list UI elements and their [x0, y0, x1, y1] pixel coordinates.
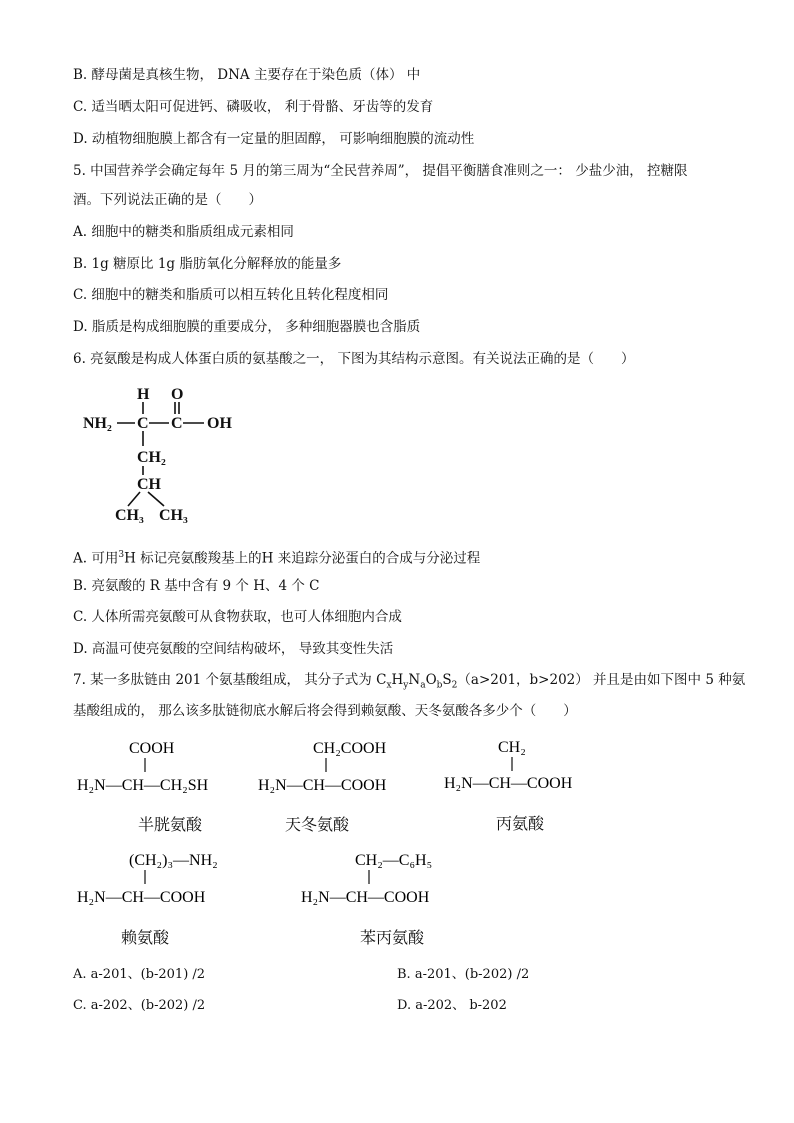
alanine-top: CH₂: [498, 739, 526, 756]
phenylalanine-chain: H₂N—CH—COOH: [301, 889, 430, 906]
phenylalanine-structure: [299, 850, 474, 910]
q5-stem-line1: 5. 中国营养学会确定每年 5 月的第三周为“全民营养周”， 提倡平衡膳食准则之一： 少盐少油， 控糖限: [73, 163, 688, 179]
cysteine-top: COOH: [129, 740, 175, 757]
leucine-nh2: NH₂: [83, 415, 112, 432]
lysine-chain: H₂N—CH—COOH: [77, 889, 206, 906]
leucine-carboxyl-c: C: [171, 415, 183, 432]
leucine-oh: OH: [207, 415, 232, 432]
leucine-structure: [80, 382, 250, 527]
q6-option-b: B. 亮氨酸的 R 基中含有 9 个 H、4 个 C: [73, 578, 320, 594]
alanine-chain: H₂N—CH—COOH: [444, 775, 573, 792]
q5-stem-line2: 酒。下列说法正确的是（ ）: [73, 192, 262, 208]
q4-option-c: C. 适当晒太阳可促进钙、磷吸收， 利于骨骼、牙齿等的发育: [73, 99, 434, 115]
lysine-structure: [75, 850, 265, 910]
cysteine-name: 半胱氨酸: [138, 815, 203, 834]
leucine-h: H: [137, 386, 150, 403]
q6-option-c: C. 人体所需亮氨酸可从食物获取，也可人体细胞内合成: [73, 609, 402, 625]
aspartic-acid-chain: H₂N—CH—COOH: [258, 777, 387, 794]
q7-option-b: B. a-201、(b-202) /2: [397, 967, 530, 982]
leucine-alpha-c: C: [137, 415, 149, 432]
cysteine-structure: [75, 738, 245, 798]
lysine-name: 赖氨酸: [121, 928, 170, 947]
q7-option-a: A. a-201、(b-201) /2: [73, 967, 206, 982]
q7-stem-line2: 基酸组成的， 那么该多肽链彻底水解后将会得到赖氨酸、天冬氨酸各多少个（ ）: [73, 703, 577, 719]
lysine-top: (CH₂)₃—NH₂: [129, 852, 218, 869]
q5-option-b: B. 1g 糖原比 1g 脂肪氧化分解释放的能量多: [73, 256, 342, 272]
aspartic-acid-top: CH₂COOH: [313, 740, 387, 757]
phenylalanine-top: CH₂—C₆H₅: [355, 852, 433, 869]
q4-option-d: D. 动植物细胞膜上都含有一定量的胆固醇， 可影响细胞膜的流动性: [73, 131, 475, 147]
q6-option-a: A. 可用$^3$H 标记亮氨酸羧基上的H 来追踪分泌蛋白的合成与分泌过程: [73, 550, 481, 567]
q7-option-d: D. a-202、 b-202: [397, 998, 507, 1013]
leucine-ch2: CH₂: [137, 449, 166, 466]
aspartic-acid-structure: [256, 738, 431, 798]
q6-stem: 6. 亮氨酸是构成人体蛋白质的氨基酸之一， 下图为其结构示意图。有关说法正确的是（ ）: [73, 351, 635, 367]
q4-option-b: B. 酵母菌是真核生物， DNA 主要存在于染色质（体） 中: [73, 67, 421, 83]
alanine-name: 丙氨酸: [496, 814, 545, 833]
q7-option-c: C. a-202、(b-202) /2: [73, 998, 206, 1013]
q5-option-a: A. 细胞中的糖类和脂质组成元素相同: [73, 224, 294, 240]
leucine-ch3-left: CH₃: [115, 507, 144, 524]
aspartic-acid-name: 天冬氨酸: [285, 815, 350, 834]
phenylalanine-name: 苯丙氨酸: [360, 928, 425, 947]
q7-stem-line1: 7. 某一多肽链由 201 个氨基酸组成， 其分子式为 $C_xH_yN_aO_bS_2(a>201$，b>202） 并且是由如下图中 5 种氨: [73, 672, 746, 691]
leucine-ch3-right: CH₃: [159, 507, 188, 524]
alanine-structure: [442, 737, 612, 797]
q5-option-c: C. 细胞中的糖类和脂质可以相互转化且转化程度相同: [73, 287, 389, 303]
cysteine-chain: H₂N—CH—CH₂SH: [77, 777, 209, 794]
leucine-o: O: [171, 386, 184, 403]
leucine-ch: CH: [137, 476, 161, 493]
q6-option-d: D. 高温可使亮氨酸的空间结构破坏， 导致其变性失活: [73, 641, 394, 657]
q5-option-d: D. 脂质是构成细胞膜的重要成分， 多种细胞器膜也含脂质: [73, 319, 421, 335]
